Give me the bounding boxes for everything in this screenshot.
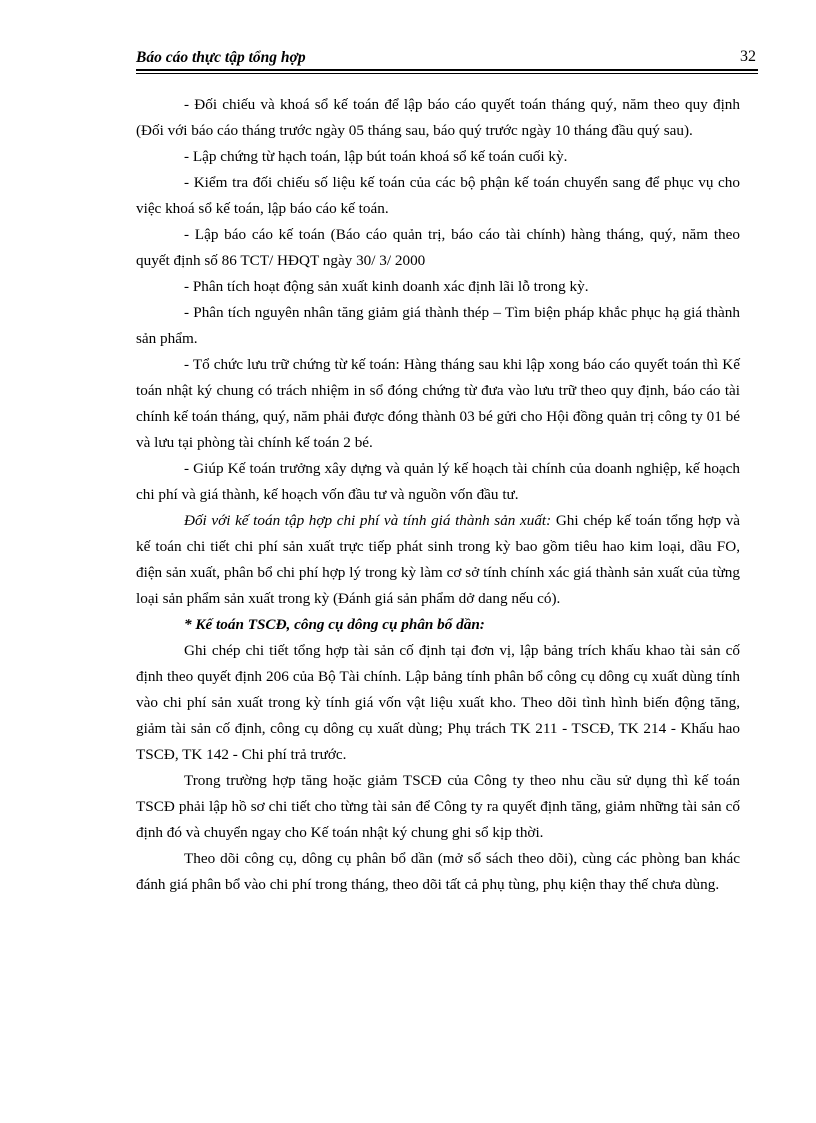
duty-paragraph: - Lập chứng từ hạch toán, lập bút toán khoá sổ kế toán cuối kỳ. xyxy=(184,148,568,165)
duty-paragraph: - Đối chiếu và khoá sổ kế toán để lập báo cáo quyết toán tháng quý, năm theo quy định (Đối với báo cáo tháng trước ngày 05 tháng sau, báo quý trước ngày 10 tháng đầu quý sau). xyxy=(136,96,740,139)
document-body xyxy=(136,92,740,898)
cost-accounting-paragraph xyxy=(136,508,740,612)
asset-paragraph: Trong trường hợp tăng hoặc giảm TSCĐ của Công ty theo nhu cầu sử dụng thì kế toán TSCĐ phải lập hồ sơ chi tiết cho từng tài sản để Công ty ra quyết định tăng, giảm những tài sản cố định đó và chuyển ngay cho Kế toán nhật ký chung ghi sổ kịp thời. xyxy=(136,772,740,841)
duty-paragraph: - Phân tích nguyên nhân tăng giảm giá thành thép – Tìm biện pháp khắc phục hạ giá thành sản phẩm. xyxy=(136,304,740,347)
asset-paragraph: Ghi chép chi tiết tổng hợp tài sản cố định tại đơn vị, lập bảng trích khấu khao tài sản cố định theo quyết định 206 của Bộ Tài chính. Lập bảng tính phân bổ công cụ dông cụ xuất dùng tính vào chi phí sản xuất trong kỳ tính giá vốn vật liệu xuất kho. Theo dõi tình hình biến động tăng, giảm tài sản cố định, công cụ dông cụ xuất dùng; Phụ trách TK 211 - TSCĐ, TK 214 - Khấu hao TSCĐ, TK 142 - Chi phí trả trước. xyxy=(136,642,740,763)
cost-accounting-body: Ghi chép kế toán tổng hợp và kế toán chi tiết chi phí sản xuất trực tiếp phát sinh trong kỳ bao gồm tiêu hao kim loại, dầu FO, điện sản xuất, phân bổ chi phí hợp lý trong kỳ làm cơ sở tính chính xác giá thành sản xuất của từng loại sản phẩm sản xuất trong kỳ (Đánh giá sản phẩm dở dang nếu có). xyxy=(136,512,740,607)
asset-section-heading: * Kế toán TSCĐ, công cụ dông cụ phân bổ dần: xyxy=(184,616,485,633)
cost-accounting-lead: Đối với kế toán tập hợp chi phí và tính giá thành sản xuất: xyxy=(184,512,552,529)
page-header xyxy=(136,44,758,72)
duty-paragraph: - Kiểm tra đối chiếu số liệu kế toán của các bộ phận kế toán chuyển sang để phục vụ cho việc khoá sổ kế toán, lập báo cáo kế toán. xyxy=(136,174,740,217)
duty-paragraph: - Giúp Kế toán trưởng xây dựng và quản lý kế hoạch tài chính của doanh nghiệp, kế hoạch chi phí và giá thành, kế hoạch vốn đầu tư và nguồn vốn đầu tư. xyxy=(136,460,740,503)
header-rule-thick xyxy=(136,69,758,71)
header-title: Báo cáo thực tập tổng hợp xyxy=(136,49,306,66)
header-rule-thin xyxy=(136,73,758,74)
asset-paragraph: Theo dõi công cụ, dông cụ phân bổ dần (mở sổ sách theo dõi), cùng các phòng ban khác đánh giá phân bổ vào chi phí trong tháng, theo dõi tất cả phụ tùng, phụ kiện thay thế chưa dùng. xyxy=(136,850,740,893)
page-number: 32 xyxy=(740,48,756,65)
duty-paragraph: - Tổ chức lưu trữ chứng từ kế toán: Hàng tháng sau khi lập xong báo cáo quyết toán thì Kế toán nhật ký chung có trách nhiệm in sổ đóng chứng từ đưa vào lưu trữ theo quy định, báo cáo tài chính kế toán tháng, quý, năm phải được đóng thành 03 bé gửi cho Hội đồng quản trị công ty 01 bé và lưu tại phòng tài chính kế toán 2 bé. xyxy=(136,356,740,451)
duty-paragraph: - Lập báo cáo kế toán (Báo cáo quản trị, báo cáo tài chính) hàng tháng, quý, năm theo quyết định số 86 TCT/ HĐQT ngày 30/ 3/ 2000 xyxy=(136,226,740,269)
duty-paragraph: - Phân tích hoạt động sản xuất kinh doanh xác định lãi lỗ trong kỳ. xyxy=(184,278,589,295)
